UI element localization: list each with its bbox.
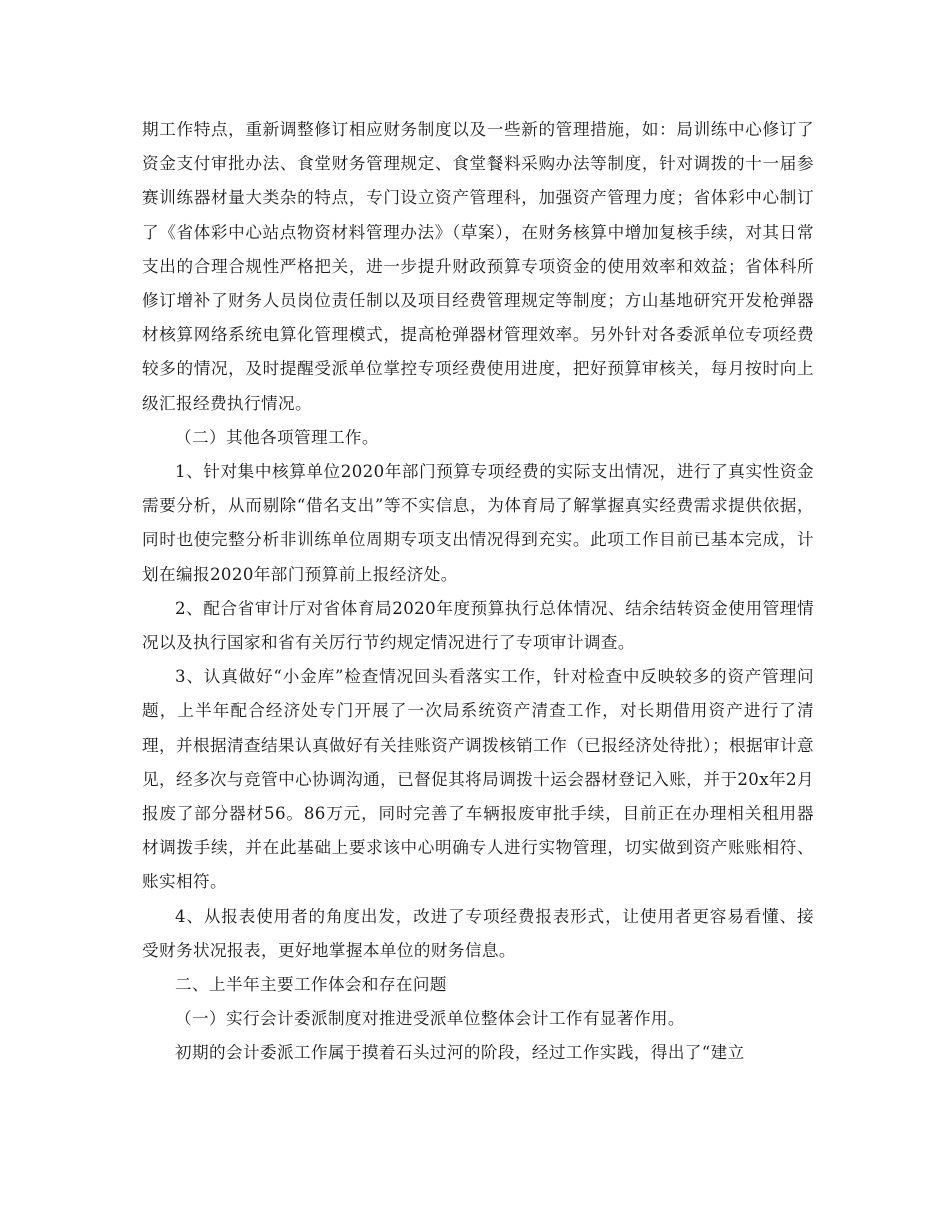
paragraph-item-3: 3、认真做好“小金库”检查情况回头看落实工作，针对检查中反映较多的资产管理问题，上半年配合经济处专门开展了一次局系统资产清查工作，对长期借用资产进行了清理，并根据清查结果认真做好有关挂账资产调拨核销工作（已报经济处待批）；根据审计意见，经多次与竞管中心协调沟通，已督促其将局调拨十运会器材登记入账，并于20x年2月报废了部分器材56。86万元，同时完善了车辆报废审批手续，目前正在办理相关租用器材调拨手续，并在此基础上要求该中心明确专人进行实物管理，切实做到资产账账相符、账实相符。 bbox=[142, 667, 814, 892]
section-heading-experience-problems: 二、上半年主要工作体会和存在问题 bbox=[175, 975, 447, 995]
document-body bbox=[142, 113, 814, 1071]
paragraph-continuation: 期工作特点，重新调整修订相应财务制度以及一些新的管理措施，如：局训练中心修订了资金支付审批办法、食堂财务管理规定、食堂餐料采购办法等制度，针对调拨的十一届参赛训练器材量大类杂的特点，专门设立资产管理科，加强资产管理力度；省体彩中心制订了《省体彩中心站点物资材料管理办法》（草案），在财务核算中增加复核手续，对其日常支出的合理合规性严格把关，进一步提升财政预算专项资金的使用效率和效益；省体科所修订增补了财务人员岗位责任制以及项目经费管理规定等制度；方山基地研究开发枪弹器材核算网络系统电算化管理模式，提高枪弹器材管理效率。另外针对各委派单位专项经费较多的情况，及时提醒受派单位掌控专项经费使用进度，把好预算审核关，每月按时向上级汇报经费执行情况。 bbox=[142, 120, 814, 413]
section-heading-other-management: （二）其他各项管理工作。 bbox=[175, 427, 379, 447]
paragraph-item-2: 2、配合省审计厅对省体育局2020年度预算执行总体情况、结余结转资金使用管理情况以及执行国家和省有关厉行节约规定情况进行了专项审计调查。 bbox=[142, 598, 814, 653]
subsection-heading-accounting-dispatch: （一）实行会计委派制度对推进受派单位整体会计工作有显著作用。 bbox=[175, 1009, 685, 1029]
paragraph-initial-dispatch: 初期的会计委派工作属于摸着石头过河的阶段，经过工作实践，得出了“建立 bbox=[175, 1043, 745, 1063]
paragraph-item-1: 1、针对集中核算单位2020年部门预算专项经费的实际支出情况，进行了真实性资金需要分析，从而剔除“借名支出”等不实信息，为体育局了解掌握真实经费需求提供依据，同时也使完整分析非训练单位周期专项支出情况得到充实。此项工作目前已基本完成，计划在编报2020年部门预算前上报经济处。 bbox=[142, 462, 814, 584]
paragraph-item-4: 4、从报表使用者的角度出发，改进了专项经费报表形式，让使用者更容易看懂、接受财务状况报表，更好地掌握本单位的财务信息。 bbox=[142, 906, 814, 960]
